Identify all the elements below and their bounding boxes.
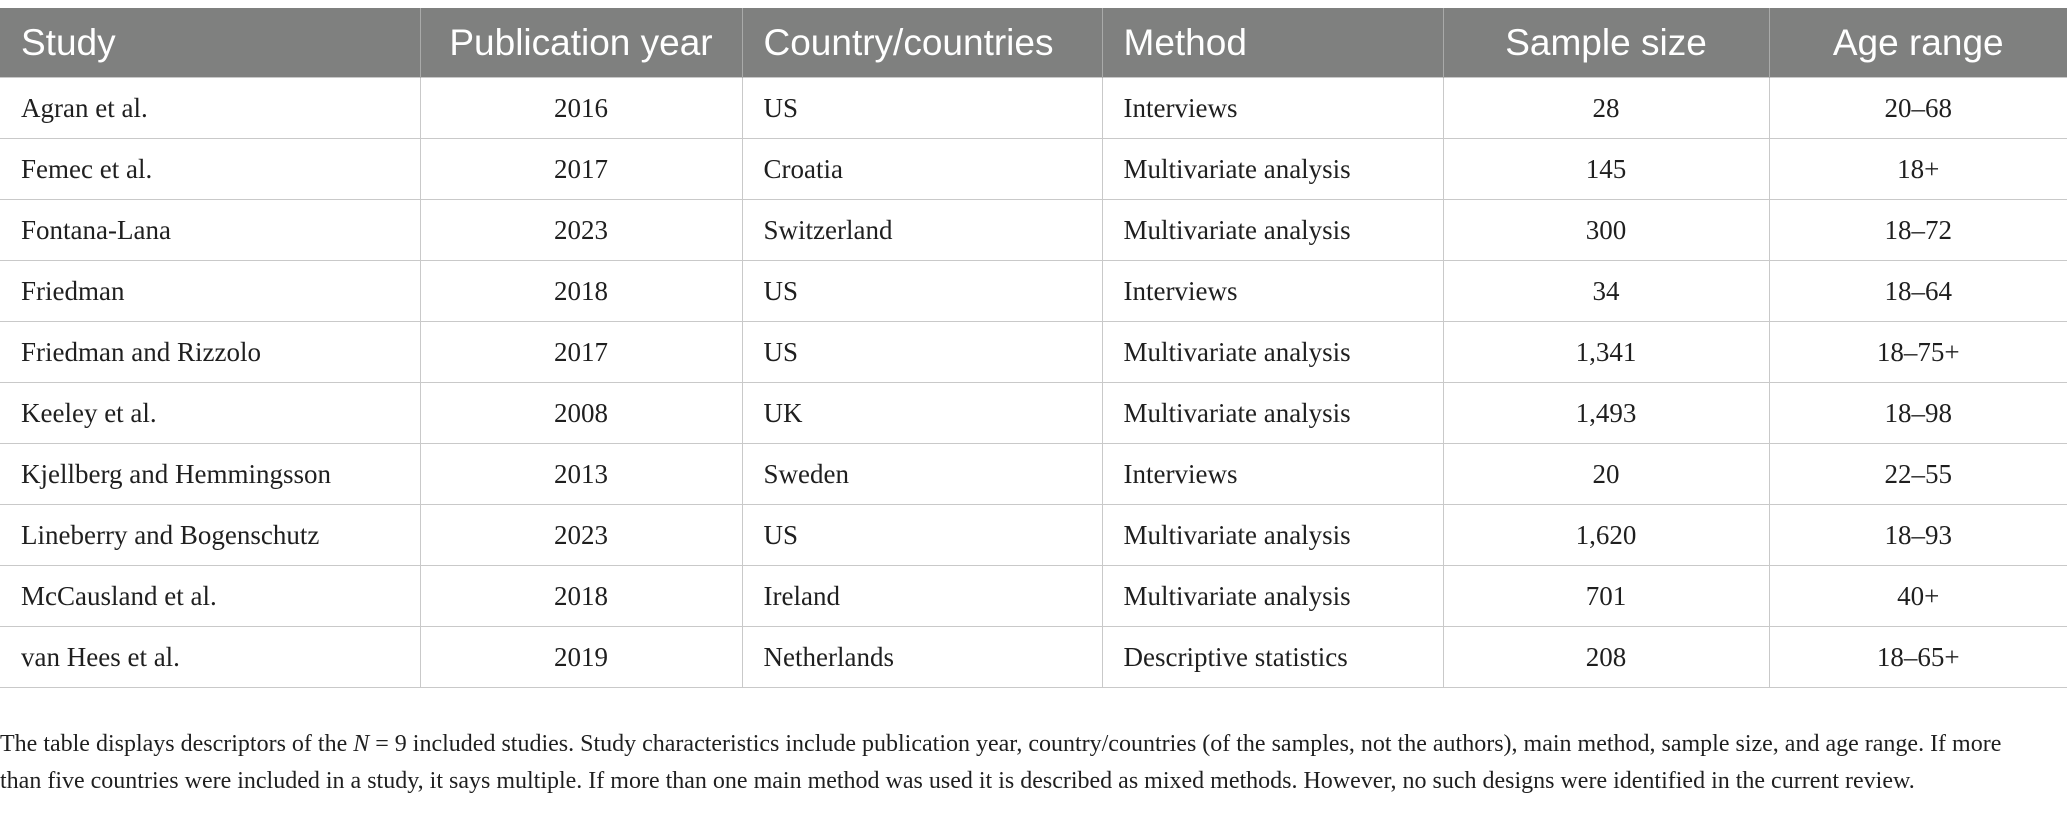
cell-study: Keeley et al. bbox=[0, 383, 420, 444]
cell-publication-year: 2017 bbox=[420, 322, 742, 383]
table-row bbox=[0, 444, 2067, 505]
cell-publication-year: 2019 bbox=[420, 627, 742, 688]
cell-country: UK bbox=[742, 383, 1102, 444]
table-row bbox=[0, 261, 2067, 322]
header-age-range: Age range bbox=[1769, 8, 2067, 78]
cell-country: US bbox=[742, 505, 1102, 566]
cell-sample-size: 20 bbox=[1443, 444, 1769, 505]
cell-country: Switzerland bbox=[742, 200, 1102, 261]
cell-publication-year: 2018 bbox=[420, 261, 742, 322]
table-row bbox=[0, 200, 2067, 261]
study-characteristics-table bbox=[0, 8, 2067, 688]
cell-method: Interviews bbox=[1102, 261, 1443, 322]
cell-publication-year: 2017 bbox=[420, 139, 742, 200]
cell-age-range: 20–68 bbox=[1769, 78, 2067, 139]
study-characteristics-table-container bbox=[0, 8, 2067, 688]
cell-sample-size: 701 bbox=[1443, 566, 1769, 627]
cell-method: Multivariate analysis bbox=[1102, 322, 1443, 383]
table-body bbox=[0, 78, 2067, 688]
table-row bbox=[0, 383, 2067, 444]
cell-age-range: 22–55 bbox=[1769, 444, 2067, 505]
cell-study: Fontana-Lana bbox=[0, 200, 420, 261]
cell-publication-year: 2016 bbox=[420, 78, 742, 139]
table-header bbox=[0, 8, 2067, 78]
header-publication-year: Publication year bbox=[420, 8, 742, 78]
footnote-n-symbol: N bbox=[353, 731, 370, 757]
cell-sample-size: 300 bbox=[1443, 200, 1769, 261]
cell-publication-year: 2018 bbox=[420, 566, 742, 627]
cell-publication-year: 2023 bbox=[420, 505, 742, 566]
table-row bbox=[0, 139, 2067, 200]
header-sample-size: Sample size bbox=[1443, 8, 1769, 78]
cell-age-range: 18–72 bbox=[1769, 200, 2067, 261]
cell-sample-size: 1,341 bbox=[1443, 322, 1769, 383]
header-country: Country/countries bbox=[742, 8, 1102, 78]
table-row bbox=[0, 505, 2067, 566]
table-row bbox=[0, 627, 2067, 688]
cell-method: Interviews bbox=[1102, 78, 1443, 139]
cell-study: van Hees et al. bbox=[0, 627, 420, 688]
table-row bbox=[0, 78, 2067, 139]
cell-country: US bbox=[742, 261, 1102, 322]
cell-study: Friedman bbox=[0, 261, 420, 322]
cell-country: US bbox=[742, 322, 1102, 383]
cell-study: Femec et al. bbox=[0, 139, 420, 200]
footnote-text-rest: = 9 included studies. Study characteristics include publication year, country/countries (of the samples, not the authors), main method, sample size, and age range. If more than five countries were included in a study, it says multiple. If more than one main method was used it is described as mixed methods. However, no such designs were identified in the current review. bbox=[0, 731, 2002, 794]
cell-country: Croatia bbox=[742, 139, 1102, 200]
cell-sample-size: 34 bbox=[1443, 261, 1769, 322]
cell-publication-year: 2008 bbox=[420, 383, 742, 444]
cell-method: Multivariate analysis bbox=[1102, 383, 1443, 444]
cell-method: Multivariate analysis bbox=[1102, 200, 1443, 261]
cell-age-range: 18–75+ bbox=[1769, 322, 2067, 383]
cell-method: Interviews bbox=[1102, 444, 1443, 505]
cell-sample-size: 1,493 bbox=[1443, 383, 1769, 444]
cell-sample-size: 28 bbox=[1443, 78, 1769, 139]
cell-study: Friedman and Rizzolo bbox=[0, 322, 420, 383]
cell-publication-year: 2013 bbox=[420, 444, 742, 505]
cell-sample-size: 145 bbox=[1443, 139, 1769, 200]
cell-age-range: 18–64 bbox=[1769, 261, 2067, 322]
header-row bbox=[0, 8, 2067, 78]
cell-country: Netherlands bbox=[742, 627, 1102, 688]
cell-age-range: 40+ bbox=[1769, 566, 2067, 627]
cell-country: US bbox=[742, 78, 1102, 139]
cell-study: McCausland et al. bbox=[0, 566, 420, 627]
table-row bbox=[0, 322, 2067, 383]
cell-country: Ireland bbox=[742, 566, 1102, 627]
cell-age-range: 18–98 bbox=[1769, 383, 2067, 444]
footnote-text-start: The table displays descriptors of the bbox=[0, 731, 354, 757]
cell-country: Sweden bbox=[742, 444, 1102, 505]
cell-age-range: 18–93 bbox=[1769, 505, 2067, 566]
cell-study: Agran et al. bbox=[0, 78, 420, 139]
table-footnote bbox=[0, 726, 2040, 800]
cell-sample-size: 208 bbox=[1443, 627, 1769, 688]
cell-method: Multivariate analysis bbox=[1102, 505, 1443, 566]
header-method: Method bbox=[1102, 8, 1443, 78]
cell-method: Multivariate analysis bbox=[1102, 566, 1443, 627]
cell-method: Descriptive statistics bbox=[1102, 627, 1443, 688]
header-study: Study bbox=[0, 8, 420, 78]
cell-publication-year: 2023 bbox=[420, 200, 742, 261]
cell-sample-size: 1,620 bbox=[1443, 505, 1769, 566]
cell-study: Kjellberg and Hemmingsson bbox=[0, 444, 420, 505]
table-row bbox=[0, 566, 2067, 627]
cell-study: Lineberry and Bogenschutz bbox=[0, 505, 420, 566]
cell-method: Multivariate analysis bbox=[1102, 139, 1443, 200]
cell-age-range: 18+ bbox=[1769, 139, 2067, 200]
cell-age-range: 18–65+ bbox=[1769, 627, 2067, 688]
